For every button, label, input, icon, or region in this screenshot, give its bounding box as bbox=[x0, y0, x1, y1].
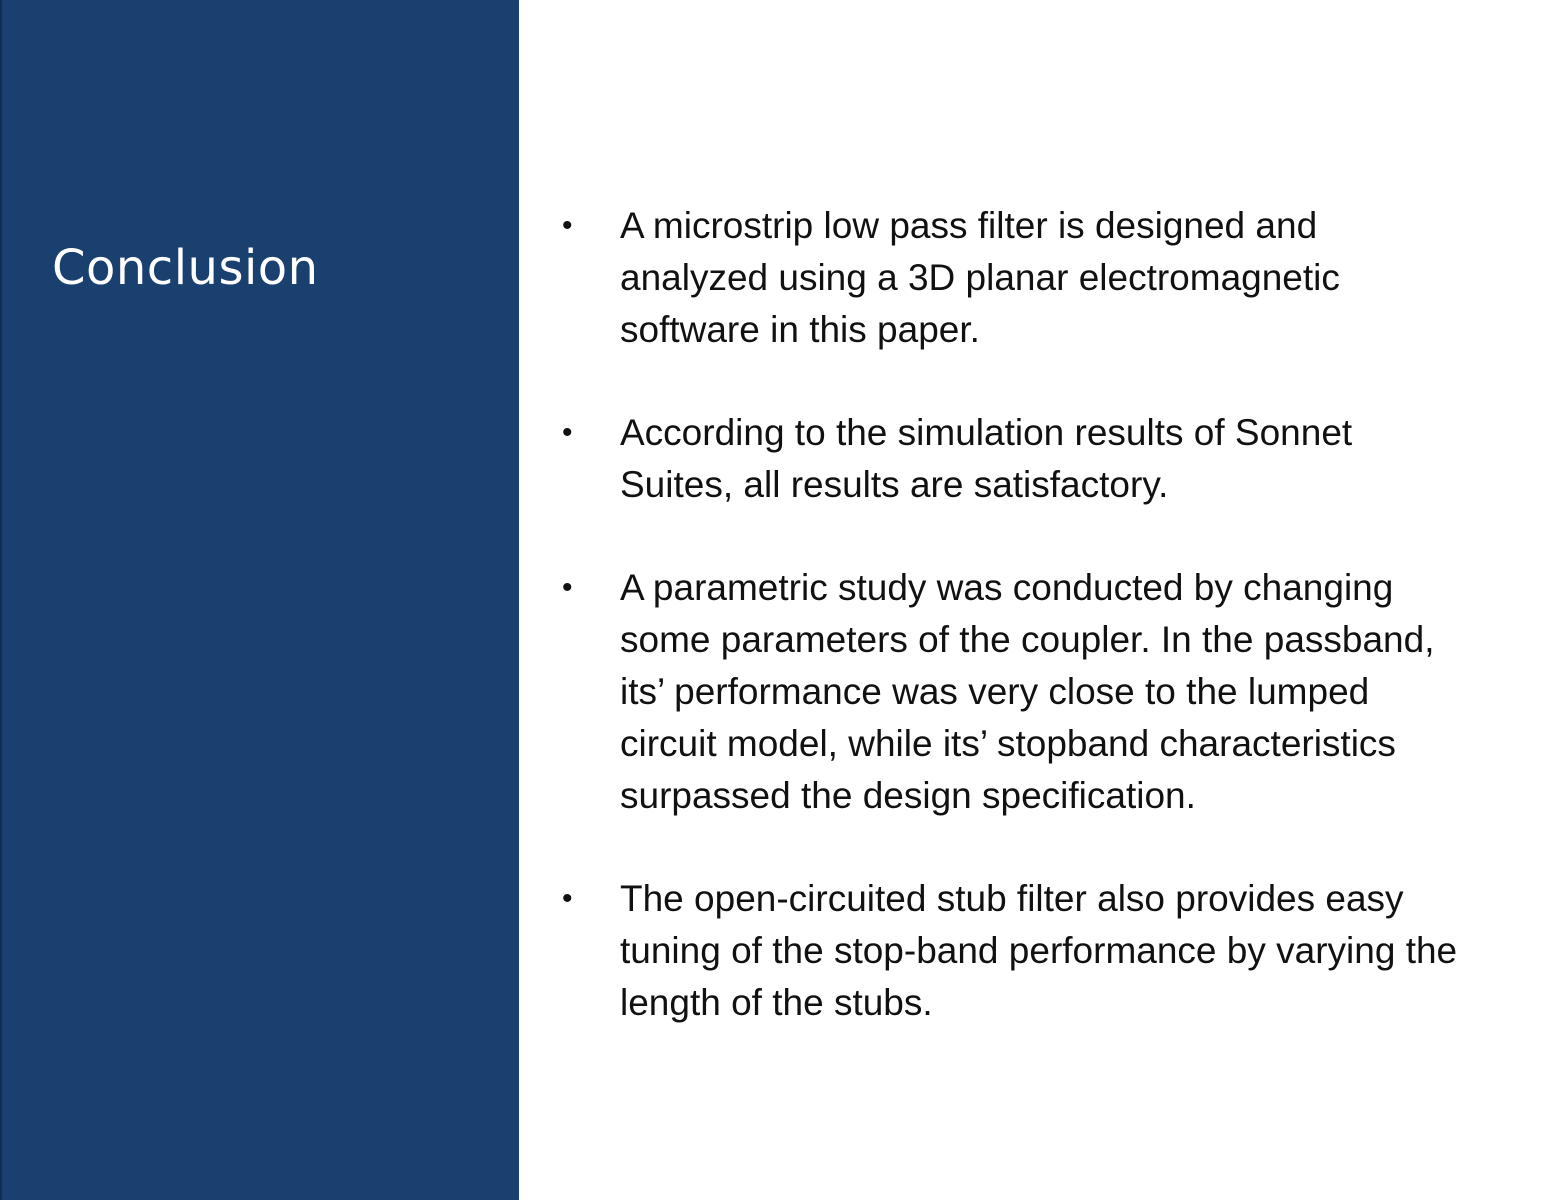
bullet-dot-icon: • bbox=[562, 209, 573, 242]
bullet-text-line: its’ performance was very close to the lumped bbox=[620, 671, 1370, 712]
bullet-text-line: tuning of the stop-band performance by varying the bbox=[620, 930, 1458, 971]
bullet-text-line: According to the simulation results of Sonnet bbox=[620, 412, 1353, 453]
bullet-text-line: software in this paper. bbox=[620, 309, 980, 350]
bullet-item-simulation-results bbox=[560, 407, 1535, 511]
bullet-text-line: surpassed the design specification. bbox=[620, 775, 1196, 816]
bullet-item-parametric-study bbox=[560, 562, 1535, 822]
conclusion-bullet-list bbox=[560, 200, 1535, 1029]
bullet-text-line: A microstrip low pass filter is designed and bbox=[620, 205, 1318, 246]
bullet-text-line: analyzed using a 3D planar electromagnetic bbox=[620, 257, 1340, 298]
bullet-text-line: some parameters of the coupler. In the passband, bbox=[620, 619, 1435, 660]
slide-title: Conclusion bbox=[52, 240, 319, 296]
bullet-item-stub-tuning bbox=[560, 873, 1535, 1029]
bullet-text-line: length of the stubs. bbox=[620, 982, 933, 1023]
bullet-text-line: circuit model, while its’ stopband characteristics bbox=[620, 723, 1396, 764]
bullet-item-filter-design bbox=[560, 200, 1535, 356]
bullet-dot-icon: • bbox=[562, 571, 573, 604]
bullet-text-line: The open-circuited stub filter also provides easy bbox=[620, 878, 1404, 919]
bullet-text-line: Suites, all results are satisfactory. bbox=[620, 464, 1169, 505]
bullet-text-line: A parametric study was conducted by changing bbox=[620, 567, 1394, 608]
bullet-dot-icon: • bbox=[562, 882, 573, 915]
bullet-dot-icon: • bbox=[562, 416, 573, 449]
title-sidebar bbox=[0, 0, 519, 1200]
